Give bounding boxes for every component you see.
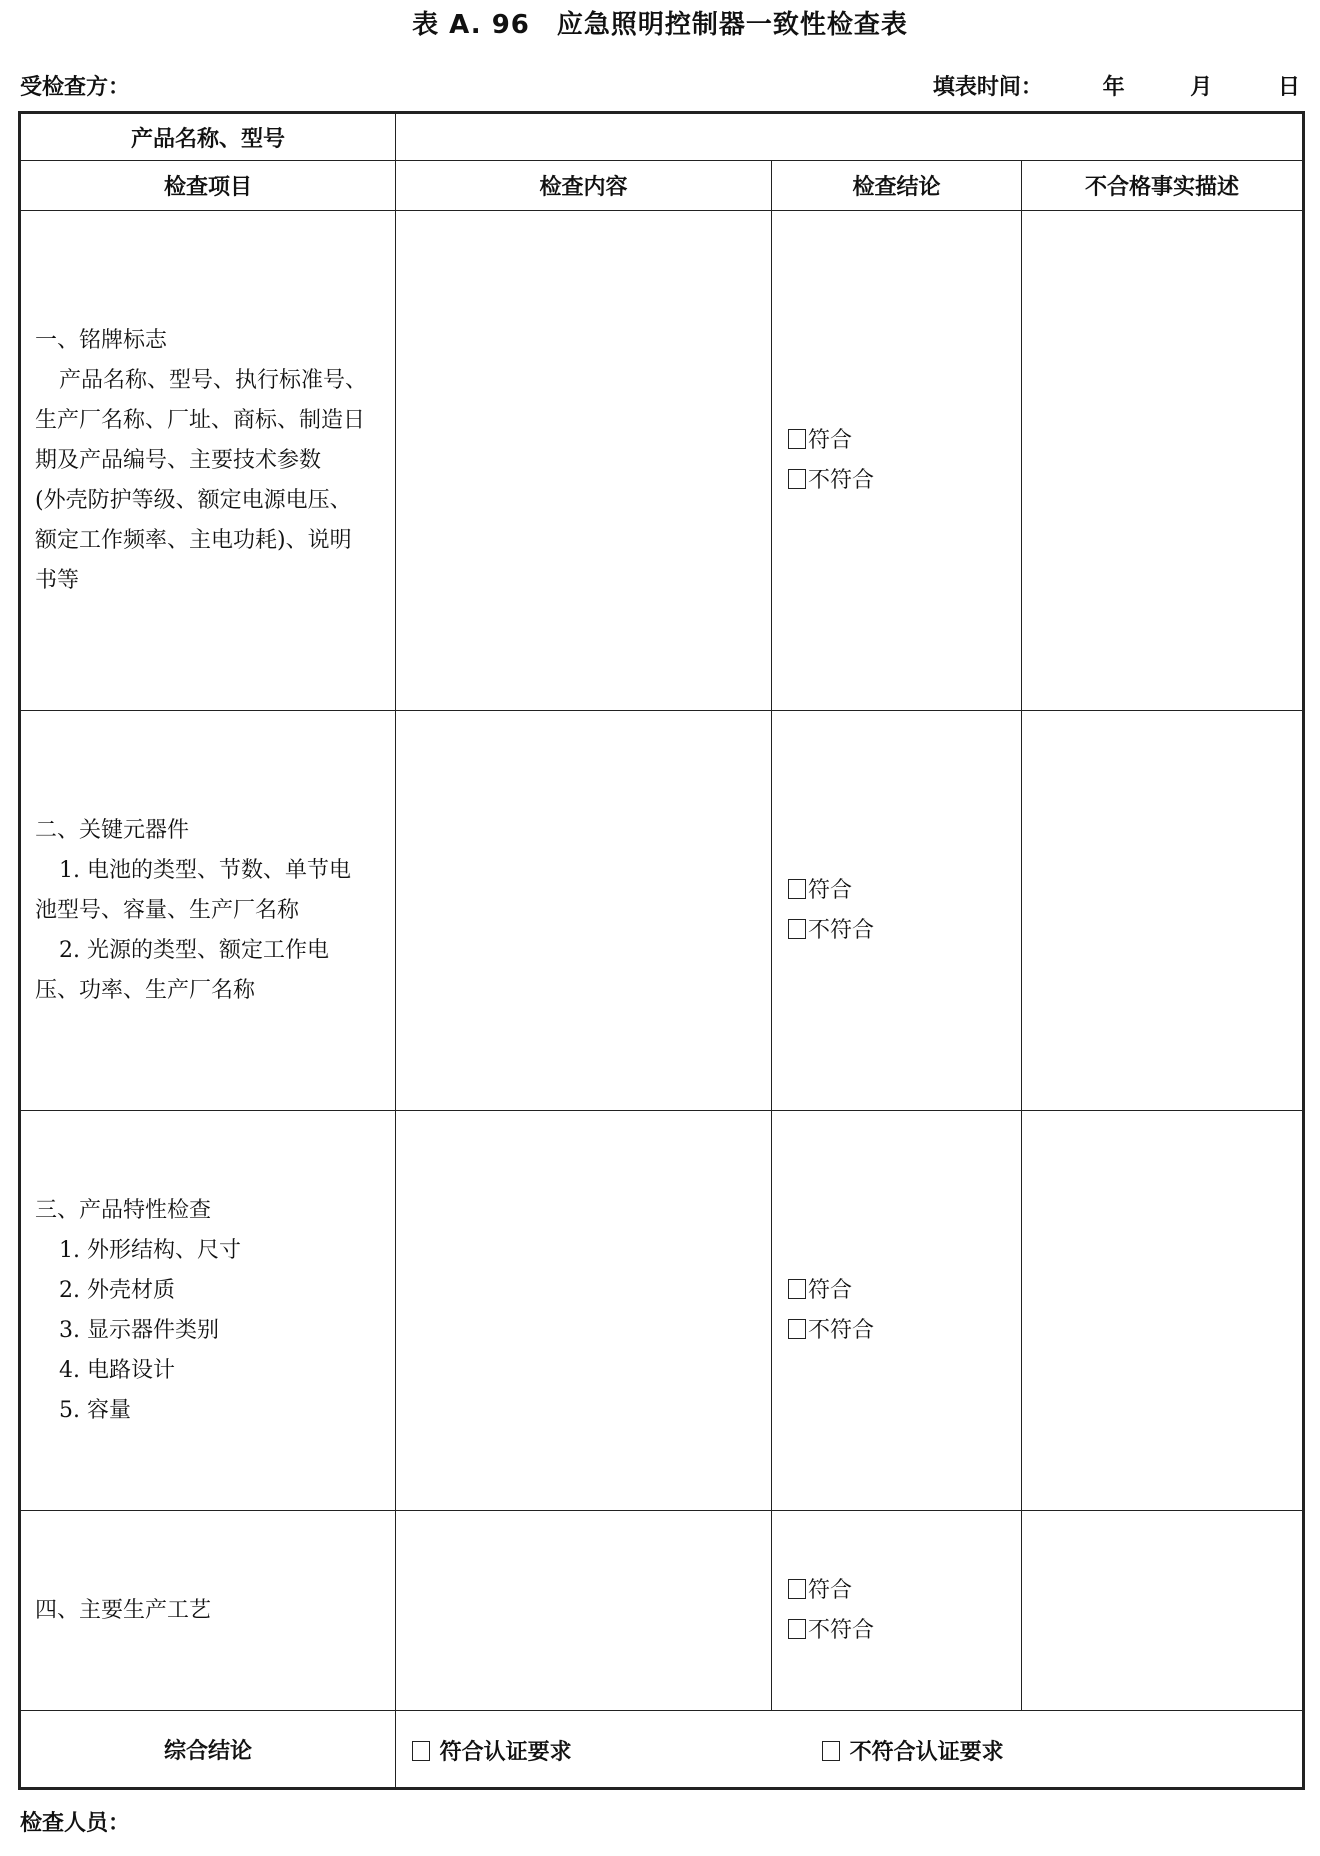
check-item-title: 二、关键元器件 xyxy=(35,817,190,843)
nonconformity-field[interactable] xyxy=(1022,1511,1304,1711)
check-item-line: (外壳防护等级、额定电源电压、 xyxy=(35,487,352,513)
check-item-line: 2. 光源的类型、额定工作电 xyxy=(59,937,329,963)
final-conclusion-row xyxy=(20,1711,1304,1789)
checkbox-icon[interactable] xyxy=(788,469,806,489)
check-item-line: 1. 电池的类型、节数、单节电 xyxy=(59,857,351,883)
conform-label: 符合 xyxy=(808,1277,853,1303)
nonconform-label: 不符合 xyxy=(808,467,875,493)
inspected-party-label: 受检查方： xyxy=(20,75,131,100)
check-item xyxy=(20,711,396,1111)
check-item-line: 期及产品编号、主要技术参数 xyxy=(35,447,322,473)
nonconformity-field[interactable] xyxy=(1022,211,1304,711)
check-item-line: 书等 xyxy=(35,567,80,593)
page-title: 表 A. 96 应急照明控制器一致性检查表 xyxy=(412,10,908,40)
inspector-label: 检查人员： xyxy=(20,1811,131,1836)
check-content-field[interactable] xyxy=(396,1111,772,1511)
check-item-line: 池型号、容量、生产厂名称 xyxy=(35,897,300,923)
check-item-line: 产品名称、型号、执行标准号、 xyxy=(59,367,368,393)
col-header-conclusion: 检查结论 xyxy=(772,161,1022,211)
nonconform-option[interactable] xyxy=(788,911,1021,951)
checkbox-icon[interactable] xyxy=(788,1579,806,1599)
check-content-field[interactable] xyxy=(396,711,772,1111)
conform-option[interactable] xyxy=(788,1571,1021,1611)
conform-label: 符合 xyxy=(808,427,853,453)
nonconform-label: 不符合 xyxy=(808,1617,875,1643)
checkbox-icon[interactable] xyxy=(788,1319,806,1339)
day-label: 日 xyxy=(1277,75,1300,100)
table-row xyxy=(20,211,1304,711)
conform-option[interactable] xyxy=(788,421,1021,461)
nonconform-label: 不符合 xyxy=(808,1317,875,1343)
check-item-line: 2. 外壳材质 xyxy=(59,1277,175,1303)
meets-requirements-option[interactable] xyxy=(412,1735,572,1766)
check-item-title: 四、主要生产工艺 xyxy=(35,1597,212,1623)
nonconformity-field[interactable] xyxy=(1022,711,1304,1111)
col-header-nonconformity: 不合格事实描述 xyxy=(1022,161,1304,211)
conclusion-cell xyxy=(772,711,1022,1111)
check-item-line: 生产厂名称、厂址、商标、制造日 xyxy=(35,407,366,433)
checkbox-icon[interactable] xyxy=(788,1619,806,1639)
nonconformity-field[interactable] xyxy=(1022,1111,1304,1511)
check-item-line: 1. 外形结构、尺寸 xyxy=(59,1237,241,1263)
check-item xyxy=(20,1111,396,1511)
col-header-content: 检查内容 xyxy=(396,161,772,211)
nonconform-label: 不符合 xyxy=(808,917,875,943)
check-item xyxy=(20,211,396,711)
nonconform-option[interactable] xyxy=(788,461,1021,501)
conform-label: 符合 xyxy=(808,877,853,903)
check-item-line: 压、功率、生产厂名称 xyxy=(35,977,256,1003)
table-row xyxy=(20,711,1304,1111)
nonconform-option[interactable] xyxy=(788,1311,1021,1351)
check-item-title: 三、产品特性检查 xyxy=(35,1197,212,1223)
fails-requirements-option[interactable] xyxy=(822,1735,1004,1766)
nonconform-option[interactable] xyxy=(788,1611,1021,1651)
checkbox-icon[interactable] xyxy=(822,1741,840,1761)
checkbox-icon[interactable] xyxy=(788,429,806,449)
final-conclusion-label: 综合结论 xyxy=(20,1711,396,1789)
header-line xyxy=(20,70,1300,100)
conform-option[interactable] xyxy=(788,871,1021,911)
checkbox-icon[interactable] xyxy=(788,879,806,899)
fails-requirements-label: 不符合认证要求 xyxy=(849,1740,1004,1765)
month-label: 月 xyxy=(1190,75,1213,100)
table-row xyxy=(20,1111,1304,1511)
conclusion-cell xyxy=(772,1111,1022,1511)
product-row xyxy=(20,113,1304,161)
check-item xyxy=(20,1511,396,1711)
final-conclusion-cell xyxy=(396,1711,1304,1789)
conform-label: 符合 xyxy=(808,1577,853,1603)
checkbox-icon[interactable] xyxy=(788,1279,806,1299)
product-name-field[interactable] xyxy=(396,113,1304,161)
check-content-field[interactable] xyxy=(396,1511,772,1711)
checkbox-icon[interactable] xyxy=(788,919,806,939)
conclusion-cell xyxy=(772,211,1022,711)
inspection-table xyxy=(18,111,1305,1790)
check-content-field[interactable] xyxy=(396,211,772,711)
check-item-line: 4. 电路设计 xyxy=(59,1357,175,1383)
check-item-line: 5. 容量 xyxy=(59,1397,131,1423)
table-row xyxy=(20,1511,1304,1711)
conform-option[interactable] xyxy=(788,1271,1021,1311)
product-name-label: 产品名称、型号 xyxy=(20,113,396,161)
year-label: 年 xyxy=(1102,75,1125,100)
fill-time-label: 填表时间： xyxy=(932,75,1043,100)
conclusion-cell xyxy=(772,1511,1022,1711)
checkbox-icon[interactable] xyxy=(412,1741,430,1761)
check-item-line: 额定工作频率、主电功耗)、说明 xyxy=(35,527,352,553)
column-header-row xyxy=(20,161,1304,211)
meets-requirements-label: 符合认证要求 xyxy=(439,1740,572,1765)
fill-time xyxy=(933,70,1300,101)
check-item-line: 3. 显示器件类别 xyxy=(59,1317,219,1343)
check-item-title: 一、铭牌标志 xyxy=(35,327,168,353)
col-header-item: 检查项目 xyxy=(20,161,396,211)
